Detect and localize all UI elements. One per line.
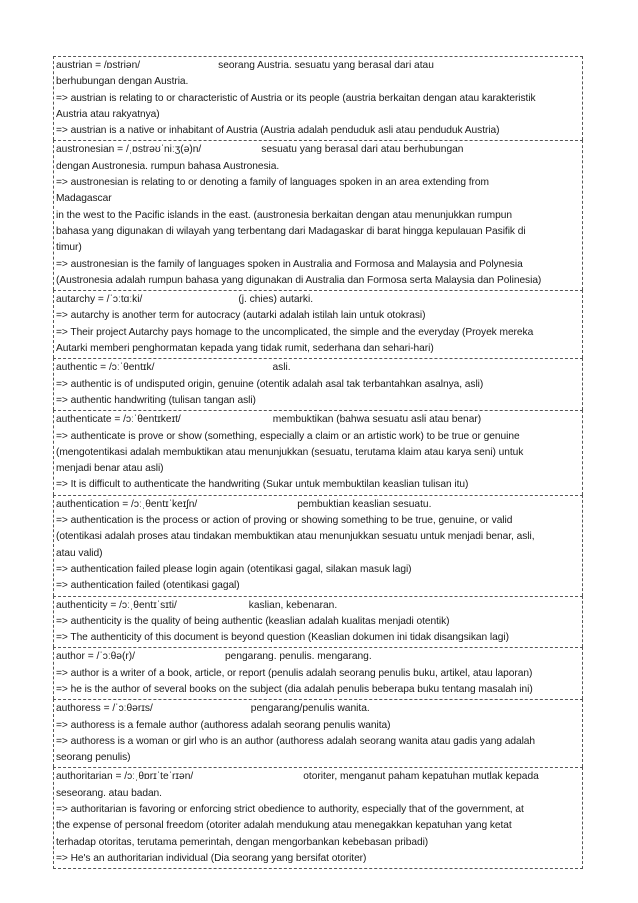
- entry-gloss: pengarang. penulis. mengarang.: [224, 651, 372, 663]
- entry-gloss: otoriter, menganut paham kepatuhan mutlak kepada: [303, 771, 539, 783]
- entry-term: authoritarian = /ɔːˌθɒrɪˈteˈrɪən/: [56, 771, 194, 783]
- entry-line: => austronesian is the family of languages spoken in Australia and Formosa and Malaysia and Polynesia: [56, 258, 523, 270]
- entry-line: dengan Austronesia. rumpun bahasa Austronesia.: [56, 160, 280, 172]
- entry-line: => authentication failed (otentikasi gagal): [56, 580, 240, 592]
- entry-headline: [56, 497, 580, 513]
- entry-line: Madagascar: [56, 193, 112, 205]
- entry-line: => authoritarian is favoring or enforcing strict obedience to authority, especially that of the government, at: [56, 804, 524, 816]
- dictionary-entry: [53, 410, 583, 494]
- entry-gloss: asli.: [272, 362, 291, 374]
- entry-headline: [56, 701, 580, 717]
- dictionary-entry: [53, 290, 583, 358]
- entry-term: authentic = /ɔːˈθentɪk/: [56, 362, 155, 374]
- entry-line: => authoress is a woman or girl who is an author (authoress adalah seorang wanita atau gadis yang adalah: [56, 735, 536, 747]
- entry-term: author = /ˈɔːθə(r)/: [56, 651, 135, 663]
- entry-line: menjadi benar atau asli): [56, 463, 164, 475]
- entry-term: authenticate = /ɔːˈθentɪkeɪt/: [56, 414, 181, 426]
- entry-line: bahasa yang digunakan di wilayah yang terbentang dari Madagaskar di barat hingga kepulauan Pasifik di: [56, 225, 526, 237]
- entry-gloss: membuktikan (bahwa sesuatu asli atau benar): [272, 414, 482, 426]
- entry-line: => authoress is a female author (authoress adalah seorang penulis wanita): [56, 719, 391, 731]
- entry-term: authentication = /ɔːˌθentɪˈkeɪʃn/: [56, 498, 198, 510]
- entry-line: => he is the author of several books on the subject (dia adalah penulis beberapa buku tentang masalah ini): [56, 683, 533, 695]
- entry-gloss: pengarang/penulis wanita.: [250, 703, 370, 715]
- entry-line: terhadap otoritas, terutama pemerintah, dengan mengorbankan kebebasan pribadi): [56, 836, 429, 848]
- entry-headline: [56, 649, 580, 665]
- entry-gloss: pembuktian keaslian sesuatu.: [297, 498, 432, 510]
- entry-line: => authenticity is the quality of being authentic (keaslian adalah kualitas menjadi otentik): [56, 615, 450, 627]
- entry-line: => austrian is relating to or characteristic of Austria or its people (austria berkaitan dengan atau karakteristik: [56, 92, 536, 104]
- entry-line: => austrian is a native or inhabitant of Austria (Austria adalah penduduk asli atau penduduk Austria): [56, 125, 500, 137]
- entry-gloss: (j. chies) autarki.: [238, 294, 314, 306]
- entry-line: timur): [56, 242, 82, 254]
- entry-headline: [56, 292, 580, 308]
- entry-line: berhubungan dengan Austria.: [56, 76, 189, 88]
- entry-line: => author is a writer of a book, article, or report (penulis adalah seorang penulis buku, artikel, atau laporan): [56, 667, 533, 679]
- entry-headline: [56, 142, 580, 158]
- entry-line: (mengotentikasi adalah membuktikan atau menunjukkan (sesuatu, terutama klaim atau karya seni) untuk: [56, 446, 524, 458]
- dictionary-entry: [53, 358, 583, 410]
- entry-line: => The authenticity of this document is beyond question (Keaslian dokumen ini tidak disangsikan lagi): [56, 632, 509, 644]
- entry-gloss: kaslian, kebenaran.: [248, 599, 338, 611]
- entry-line: => authenticate is prove or show (something, especially a claim or an artistic work) to be true or genuine: [56, 430, 520, 442]
- entry-headline: [56, 58, 580, 74]
- entry-gloss: sesuatu yang berasal dari atau berhubungan: [261, 144, 464, 156]
- entry-headline: [56, 769, 580, 785]
- entry-line: => authentic is of undisputed origin, genuine (otentik adalah asal tak terbantahkan asalnya, asli): [56, 378, 484, 390]
- entry-term: authoress = /ˈɔːθərɪs/: [56, 703, 153, 715]
- entry-line: => authentication failed please login again (otentikasi gagal, silakan masuk lagi): [56, 563, 412, 575]
- entry-gloss: seorang Austria. sesuatu yang berasal dari atau: [218, 60, 434, 71]
- dictionary-entry: [53, 140, 583, 290]
- entry-line: Austria atau rakyatnya): [56, 108, 160, 120]
- entry-line: => autarchy is another term for autocracy (autarki adalah istilah lain untuk otokrasi): [56, 310, 426, 322]
- entry-line: (Austronesia adalah rumpun bahasa yang digunakan di Australia dan Formosa serta Malaysia dan Polinesia): [56, 274, 542, 286]
- entry-line: => Their project Autarchy pays homage to the uncomplicated, the simple and the everyday (Proyek mereka: [56, 326, 534, 338]
- entry-headline: [56, 598, 580, 614]
- dictionary-entries: [53, 56, 583, 869]
- dictionary-entry: [53, 56, 583, 140]
- entry-term: authenticity = /ɔːˌθentɪˈsɪti/: [56, 599, 177, 611]
- entry-line: in the west to the Pacific islands in the east. (austronesia berkaitan dengan atau menunjukkan rumpun: [56, 209, 512, 221]
- entry-term: autarchy = /ˈɔːtɑːki/: [56, 294, 143, 306]
- entry-line: seorang penulis): [56, 752, 131, 764]
- entry-line: Autarki memberi penghormatan kepada yang tidak rumit, sederhana dan sehari-hari): [56, 343, 434, 355]
- entry-line: seseorang. atau badan.: [56, 787, 162, 799]
- entry-line: => authentic handwriting (tulisan tangan asli): [56, 394, 256, 406]
- entry-headline: [56, 412, 580, 428]
- entry-line: => It is difficult to authenticate the handwriting (Sukar untuk membuktilan keaslian tulisan itu): [56, 479, 469, 491]
- entry-line: the expense of personal freedom (otoriter adalah mendukung atau menegakkan kepatuhan yang ketat: [56, 820, 512, 832]
- dictionary-entry: [53, 699, 583, 767]
- entry-line: (otentikasi adalah proses atau tindakan membuktikan atau menunjukkan sesuatu untuk menjadi benar, asli,: [56, 531, 535, 543]
- entry-term: austronesian = /ˌɒstrəʊˈniːʒ(ə)n/: [56, 144, 202, 156]
- entry-line: => authentication is the process or action of proving or showing something to be true, genuine, or valid: [56, 515, 513, 527]
- entry-term: austrian = /ɒstriən/: [56, 60, 141, 71]
- entry-line: => He's an authoritarian individual (Dia seorang yang bersifat otoriter): [56, 852, 367, 864]
- entry-line: atau valid): [56, 547, 103, 559]
- dictionary-entry: [53, 495, 583, 596]
- entry-line: => austronesian is relating to or denoting a family of languages spoken in an area extending from: [56, 177, 489, 189]
- dictionary-page: [53, 56, 583, 869]
- dictionary-entry: [53, 647, 583, 699]
- dictionary-entry: [53, 767, 583, 869]
- dictionary-entry: [53, 596, 583, 648]
- entry-headline: [56, 360, 580, 376]
